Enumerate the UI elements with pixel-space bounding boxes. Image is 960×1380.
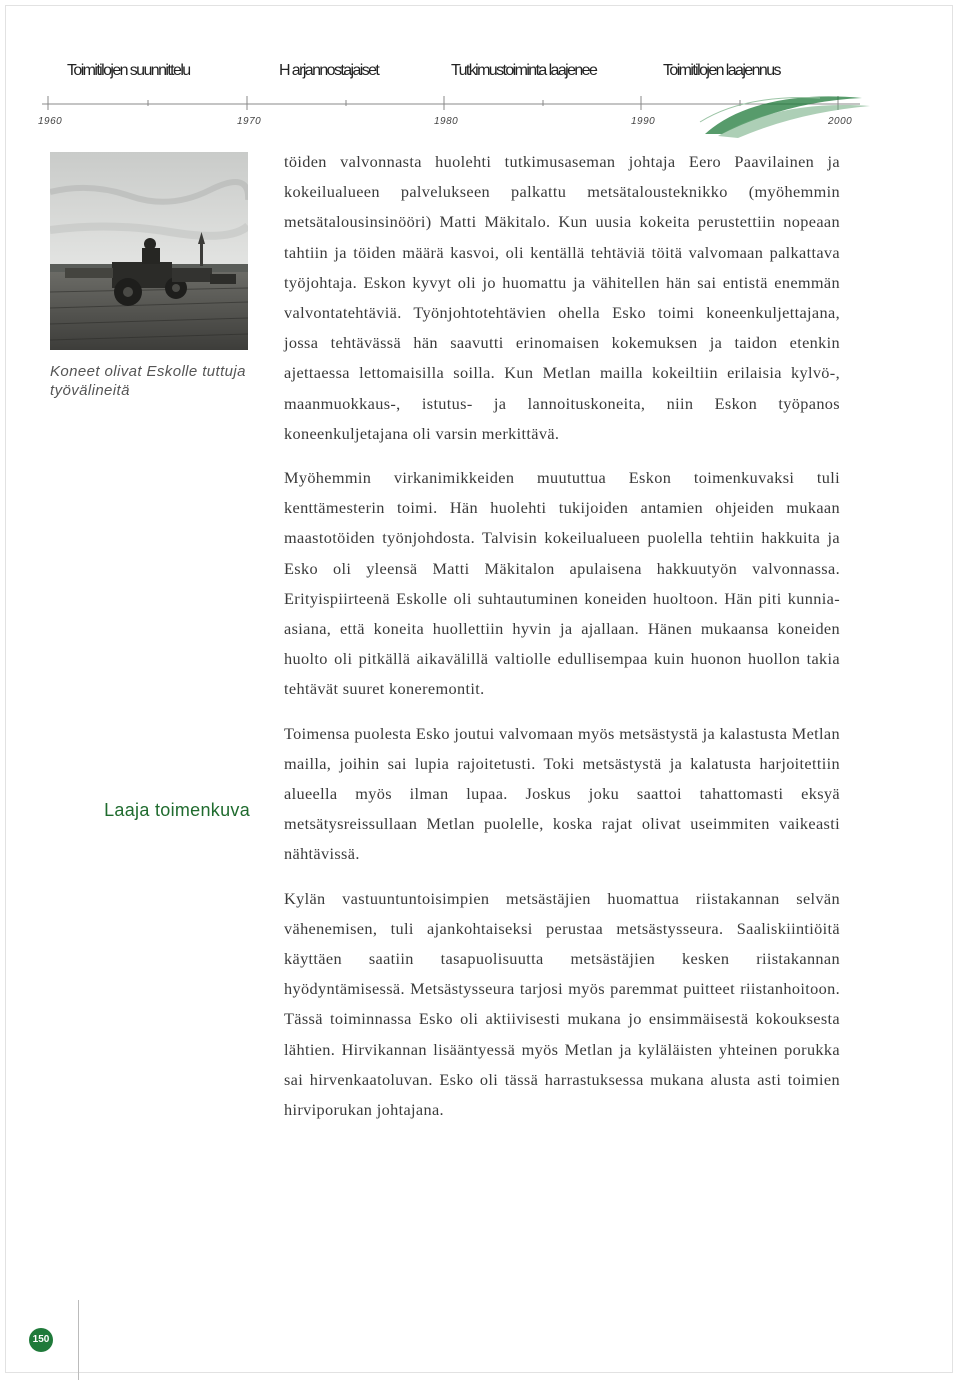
nav-toimitilojen-suunnittelu[interactable]: Toimitilojen suunnittelu <box>67 62 190 79</box>
year-1990: 1990 <box>631 116 656 127</box>
photo-caption: Koneet olivat Eskolle tuttuja työvälineitä <box>50 363 246 399</box>
paragraph: töiden valvonnasta huolehti tutkimusaseman johtaja Eero Paavilainen ja kokeilualueen palvelukseen palkattu metsätalousteknikko (myöhemmin metsätalousinsinööri) Matti Mäkitalo. Kun uusia kokeita perustettiin nopeaan tahtiin ja töiden määrä kasvoi, oli kentällä tehtäviä töitä valvomaan palkattava työjohtaja. Eskon kyvyt oli jo huomattu ja vähitellen hän sai entistä enemmän valvontatehtäviä. Työnjohtotehtävien ohella Esko toimi koneenkuljettajana, jossa tehtävässä hän saavutti erinomaisen kokemuksen ja taidon etenkin ajettaessa lettomaisilla soilla. Kun Metlan mailla kokeiltiin erilaisia kylvö-, maanmuokkaus-, istutus- ja lannoituskoneita, niin Eskon työpanos koneenkuljetajana oli varsin merkittävä. <box>284 152 840 443</box>
page-number-badge: 150 <box>29 1328 53 1352</box>
timeline-axis <box>0 92 960 142</box>
year-1960: 1960 <box>38 116 63 127</box>
year-1970: 1970 <box>237 116 262 127</box>
footer-rule <box>78 1300 79 1380</box>
body-text <box>284 147 840 1139</box>
nav-toimitilojen-laajennus[interactable]: Toimitilojen laajennus <box>663 62 780 79</box>
paragraph: Kylän vastuuntuntoisimpien metsästäjien huomattua riistakannan selvän vähenemisen, tuli ajankohtaiseksi perustaa metsästysseura. Saaliskiintiöitä käyttäen saatiin tasapuolisuutta metsästäjien kesken riistakannan hyödyntämisessä. Metsästysseura tarjosi myös paremmat puitteet riistanhoitoon. Tässä toiminnassa Esko oli aktiivisesti mukana jo ensimmäisestä kokouksesta lähtien. Hirvikannan lisääntyessä myös Metlan ja kyläläisten yhteinen porukka sai hirvenkaatoluvan. Esko oli tässä harrastuksessa mukana alusta asti toimien hirviporukan johtajana. <box>284 888 840 1120</box>
tractor-photo <box>50 152 248 350</box>
nav-tutkimustoiminta-laajenee[interactable]: Tutkimustoiminta laajenee <box>451 62 597 79</box>
paragraph: Myöhemmin virkanimikkeiden muututtua Eskon toimenkuvaksi tuli kenttämesterin toimi. Hän huolehti tukijoiden antamien ohjeiden mukaan maastotöiden työnjohdosta. Talvisin kokeilualueen puolella tehtiin hakkuita ja Esko oli yleensä Matti Mäkitalon apulaisena hakkuutyön valvonnassa. Erityispiirteenä Eskolle oli suhtautuminen koneiden huoltoon. Hän piti kunnia-asiana, että koneita huollettiin hyvin ja ajallaan. Hänen mukaansa koneiden huolto oli pitkällä aikavälillä valtiolle edullisempaa kuin huonon huollon takia tehtävät suuret koneremontit. <box>284 468 840 699</box>
header-navigation <box>0 62 960 88</box>
nav-harjannostajaiset[interactable]: H arjannostajaiset <box>279 62 379 79</box>
year-1980: 1980 <box>434 116 459 127</box>
section-heading: Laaja toimenkuva <box>104 800 250 820</box>
timeline <box>0 92 960 142</box>
year-2000: 2000 <box>828 116 853 127</box>
paragraph: Toimensa puolesta Esko joutui valvomaan myös metsästystä ja kalastusta Metlan mailla, joihin sai lupia rajoitetusti. Toki metsästystä ja kalatusta harjoitettiin alueella myös ilman lupaa. Joskus joku saattoi tahattomasti eksyä metsätysreissullaan Metlan puolelle, koska rajat olivat useimmiten vaikeasti nähtävissä. <box>284 723 840 864</box>
